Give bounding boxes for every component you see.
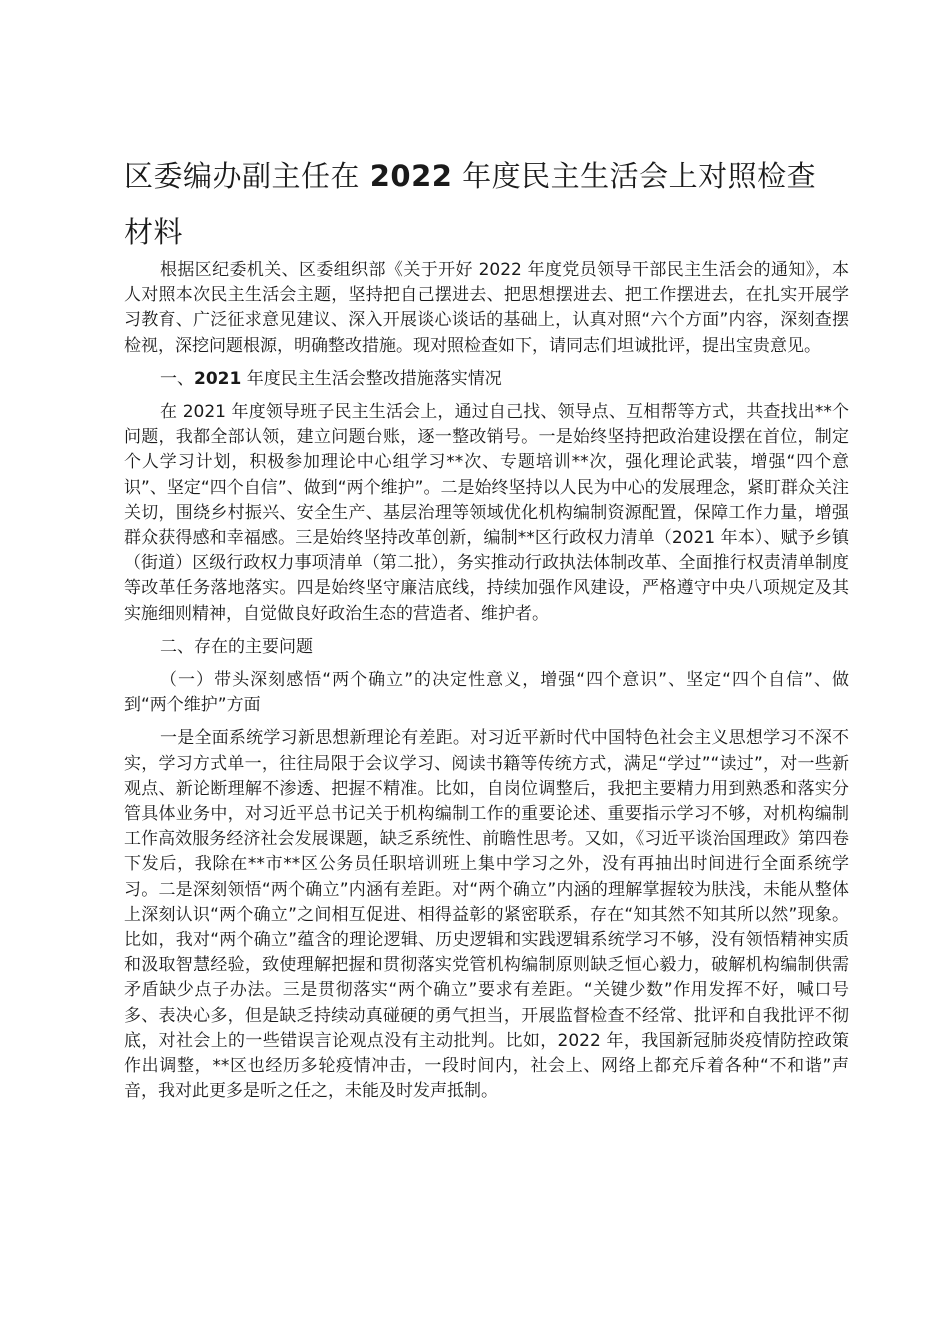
title-year: 2022 <box>369 159 453 193</box>
section1-year: 2021 <box>194 368 242 389</box>
section-heading-2: 二、存在的主要问题 <box>160 636 313 657</box>
section1-suffix: 年度民主生活会整改措施落实情况 <box>241 368 502 389</box>
subsection1-paragraph: 一是全面系统学习新思想新理论有差距。对习近平新时代中国特色社会主义思想学习不深不实，学习方式单一，往往局限于会议学习、阅读书籍等传统方式，满足“学过”“读过”，对一些新观点、新论断理解不渗透、把握不精准。比如，自岗位调整后，我把主要精力用到熟悉和落实分管具体业务中，对习近平总书记关于机构编制工作的重要论述、重要指示学习不够，对机构编制工作高效服务经济社会发展课题，缺乏系统性、前瞻性思考。又如，《习近平谈治国理政》第四卷下发后，我除在**市**区公务员任职培训班上集中学习之外，没有再抽出时间进行全面系统学习。二是深刻领悟“两个确立”内涵有差距。对“两个确立”内涵的理解掌握较为肤浅，未能从整体上深刻认识“两个确立”之间相互促进、相得益彰的紧密联系，存在“知其然不知其所以然”现象。比如，我对“两个确立”蕴含的理论逻辑、历史逻辑和实践逻辑系统学习不够，没有领悟精神实质和汲取智慧经验，致使理解把握和贯彻落实党管机构编制原则缺乏恒心毅力，破解机构编制供需矛盾缺少点子办法。三是贯彻落实“两个确立”要求有差距。“关键少数”作用发挥不好，喊口号多、表决心多，但是缺乏持续动真碰硬的勇气担当，开展监督检查不经常、批评和自我批评不彻底，对社会上的一些错误言论观点没有主动批判。比如，2022 年，我国新冠肺炎疫情防控政策作出调整，**区也经历多轮疫情冲击，一段时间内，社会上、网络上都充斥着各种“不和谐”声音，我对此更多是听之任之，未能及时发声抵制。 <box>124 728 849 1102</box>
section1-prefix: 一、 <box>160 368 194 389</box>
intro-paragraph: 根据区纪委机关、区委组织部《关于开好 2022 年度党员领导干部民主生活会的通知》，本人对照本次民主生活会主题，坚持把自己摆进去、把思想摆进去、把工作摆进去，在扎实开展学习教育、广泛征求意见建议、深入开展谈心谈话的基础上，认真对照“六个方面”内容，深刻查摆检视，深挖问题根源，明确整改措施。现对照检查如下，请同志们坦诚批评，提出宝贵意见。 <box>124 260 849 356</box>
section1-paragraph: 在 2021 年度领导班子民主生活会上，通过自己找、领导点、互相帮等方式，共查找出**个问题，我都全部认领，建立问题台账，逐一整改销号。一是始终坚持把政治建设摆在首位，制定个人学习计划，积极参加理论中心组学习**次、专题培训**次，强化理论武装，增强“四个意识”、坚定“四个自信”、做到“两个维护”。二是始终坚持以人民为中心的发展理念，紧盯群众关注关切，围绕乡村振兴、安全生产、基层治理等领域优化机构编制资源配置，保障工作力量，增强群众获得感和幸福感。三是始终坚持改革创新，编制**区行政权力清单（2021 年本）、赋予乡镇（街道）区级行政权力事项清单（第二批），务实推动行政执法体制改革、全面推行权责清单制度等改革任务落地落实。四是始终坚守廉洁底线，持续加强作风建设，严格遵守中央八项规定及其实施细则精神，自觉做良好政治生态的营造者、维护者。 <box>124 402 849 624</box>
document-title <box>124 148 834 260</box>
subsection-heading-1: （一）带头深刻感悟“两个确立”的决定性意义，增强“四个意识”、坚定“四个自信”、做到“两个维护”方面 <box>124 670 849 716</box>
document-body <box>124 258 849 1105</box>
title-prefix: 区委编办副主任在 <box>124 159 370 193</box>
section-heading-1 <box>124 367 849 392</box>
title-suffix: 年度民主生活会上对照检查材料 <box>124 159 817 249</box>
